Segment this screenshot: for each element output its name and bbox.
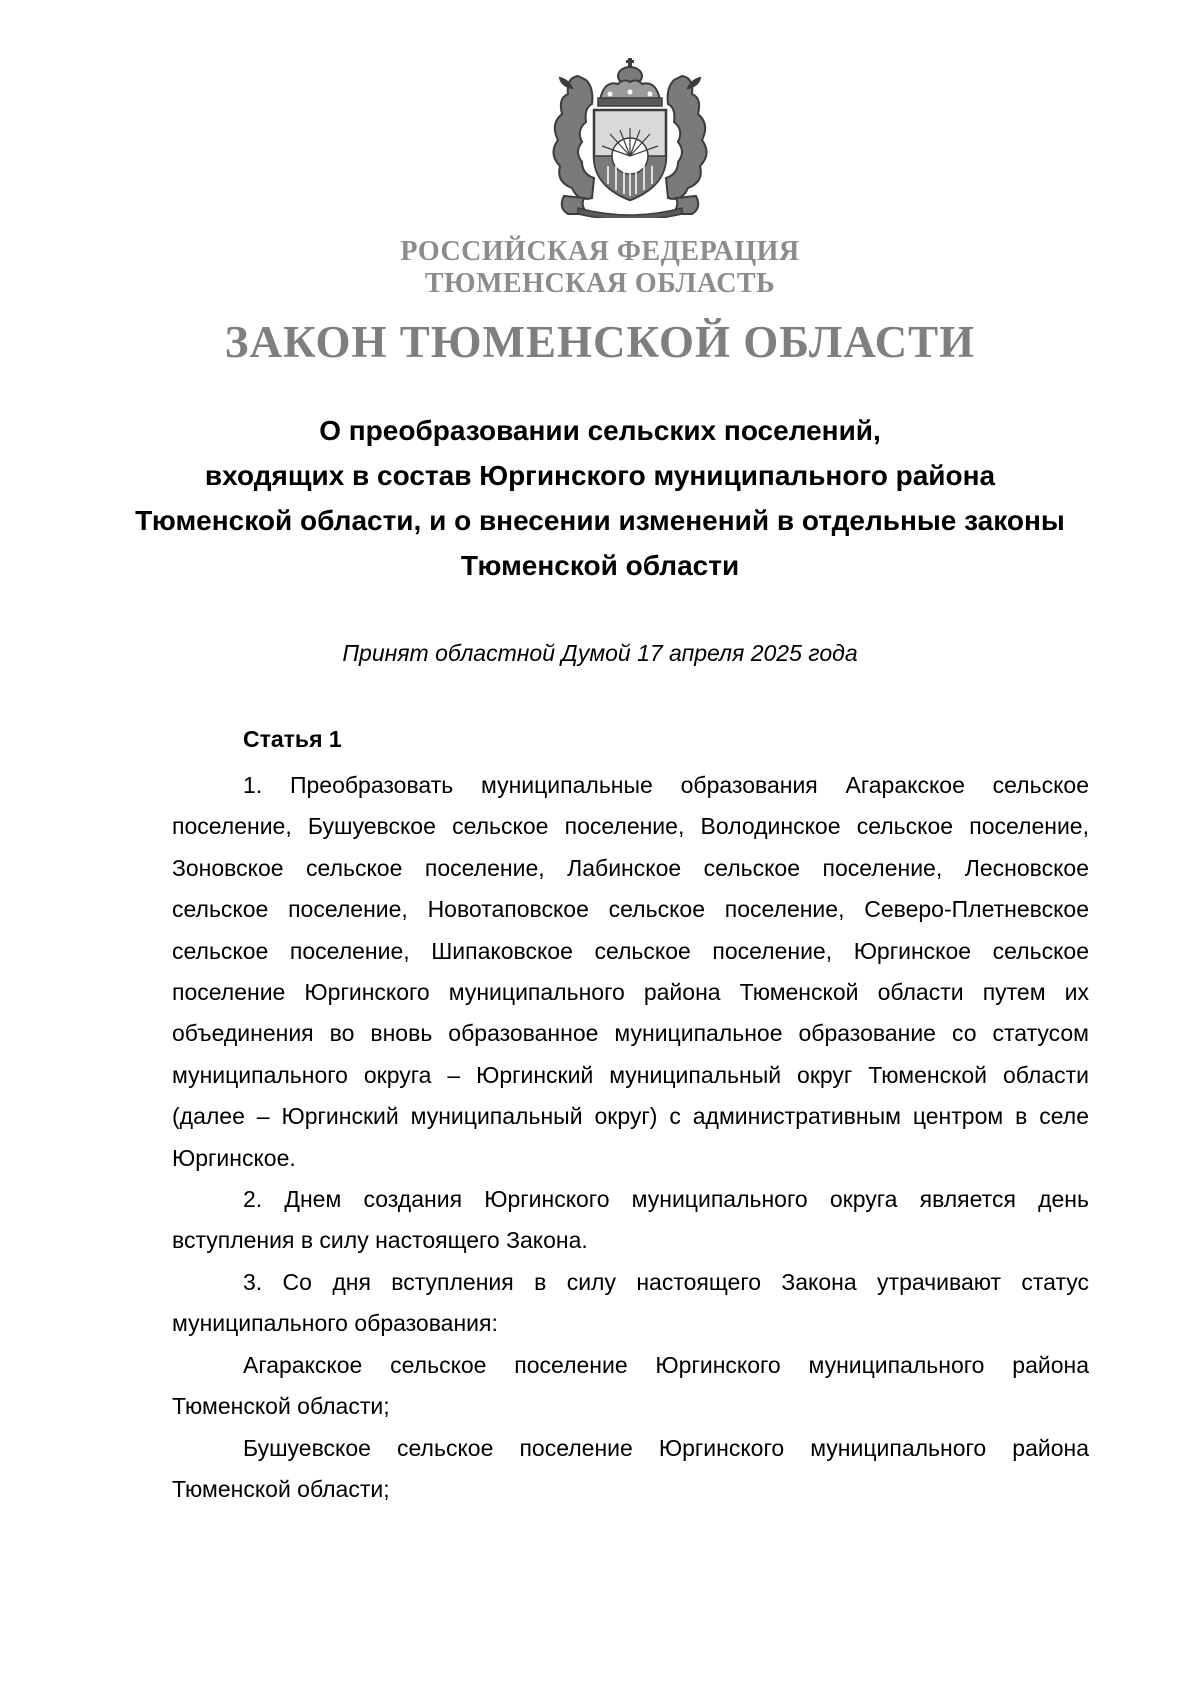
header-law-title: ЗАКОН ТЮМЕНСКОЙ ОБЛАСТИ xyxy=(224,317,976,367)
title-line: Тюменской области xyxy=(460,550,740,581)
header-region: ТЮМЕНСКАЯ ОБЛАСТЬ xyxy=(424,268,776,299)
article-paragraph: 1. Преобразовать муниципальные образования Агаракское сельское поселение, Бушуевское сельское поселение, Володинское сельское поселение, Зоновское сельское поселение, Лабинское сельское поселение, Лесновское сельское поселение, Новотаповское сельское поселение, Северо-Плетневское сельское поселение, Шипаковское сельское поселение, Юргинское сельское поселение Юргинского муниципального района Тюменской области путем их объединения во вновь образованное муниципальное образование со статусом муниципального округа – Юргинский муниципальный округ Тюменской области (далее – Юргинский муниципальный округ) с административным центром в селе Юргинское. xyxy=(172,772,1089,1171)
article-heading: Статья 1 xyxy=(243,726,342,752)
header-country: РОССИЙСКАЯ ФЕДЕРАЦИЯ xyxy=(400,236,800,267)
article-body xyxy=(172,765,1089,1510)
adoption-note: Принят областной Думой 17 апреля 2025 года xyxy=(342,640,858,666)
title-line: Тюменской области, и о внесении изменений в отдельные законы xyxy=(135,505,1065,536)
document-title xyxy=(120,408,1080,588)
crown-icon xyxy=(598,58,662,106)
article-paragraph: Бушуевское сельское поселение Юргинского муниципального района Тюменской области; xyxy=(172,1434,1089,1502)
coat-of-arms-icon xyxy=(538,58,722,218)
coat-of-arms-emblem xyxy=(538,58,722,218)
right-supporter-icon xyxy=(666,76,707,214)
title-line: входящих в состав Юргинского муниципального района xyxy=(204,460,996,491)
article-paragraph: 3. Со дня вступления в силу настоящего Закона утрачивают статус муниципального образования: xyxy=(172,1268,1089,1337)
title-line: О преобразовании сельских поселений, xyxy=(319,415,881,446)
left-supporter-icon xyxy=(553,76,594,214)
article-paragraph: 2. Днем создания Юргинского муниципального округа является день вступления в силу настоящего Закона. xyxy=(172,1186,1089,1254)
article-paragraph: Агаракское сельское поселение Юргинского муниципального района Тюменской области; xyxy=(172,1351,1089,1420)
shield-icon xyxy=(594,110,666,200)
